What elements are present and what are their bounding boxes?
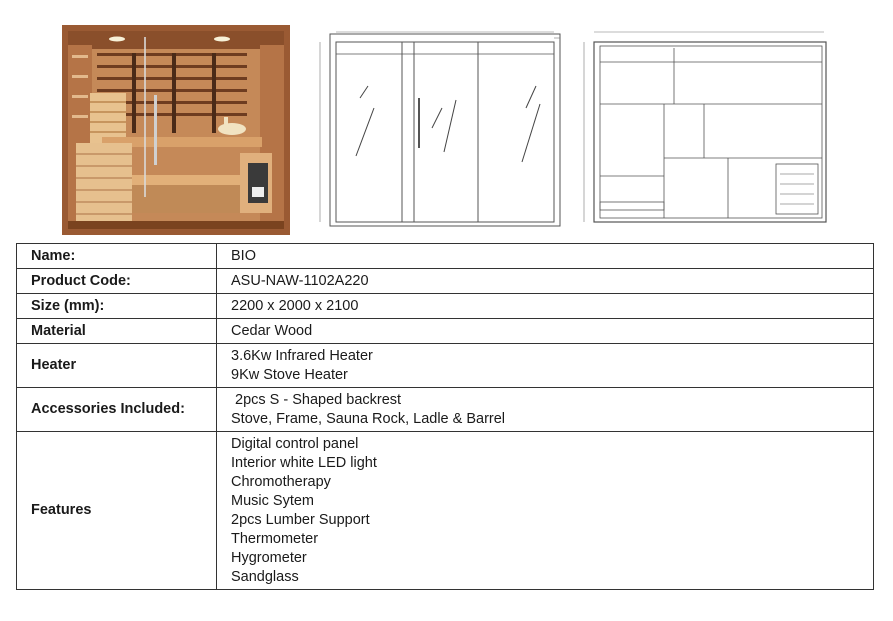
features-label: Features (17, 432, 217, 590)
front-elevation-drawing (316, 28, 566, 230)
product-code-label: Product Code: (17, 269, 217, 294)
product-images (0, 0, 893, 240)
material-label: Material (17, 319, 217, 344)
accessories-label: Accessories Included: (17, 388, 217, 432)
feature-line: Sandglass (231, 568, 299, 585)
feature-line: Music Sytem (231, 492, 314, 509)
table-row (17, 388, 874, 432)
feature-line: Hygrometer (231, 549, 307, 566)
heater-label: Heater (17, 344, 217, 388)
product-code-value: ASU-NAW-1102A220 (217, 269, 874, 294)
feature-line: Digital control panel (231, 435, 359, 452)
feature-line: Thermometer (231, 530, 319, 547)
name-label: Name: (17, 244, 217, 269)
spec-table (16, 243, 874, 590)
accessories-value (217, 388, 874, 432)
heater-line: 3.6Kw Infrared Heater (231, 347, 373, 364)
heater-line: 9Kw Stove Heater (231, 366, 348, 383)
table-row (17, 344, 874, 388)
table-row (17, 244, 874, 269)
features-value (217, 432, 874, 590)
sauna-photo (62, 25, 290, 235)
name-value: BIO (217, 244, 874, 269)
feature-line: 2pcs Lumber Support (231, 511, 370, 528)
size-label: Size (mm): (17, 294, 217, 319)
size-value: 2200 x 2000 x 2100 (217, 294, 874, 319)
heater-value (217, 344, 874, 388)
floor-plan-drawing (580, 28, 832, 228)
table-row (17, 294, 874, 319)
table-row (17, 432, 874, 590)
table-row (17, 319, 874, 344)
accessories-line: 2pcs S - Shaped backrest (231, 391, 402, 408)
table-row (17, 269, 874, 294)
accessories-line: Stove, Frame, Sauna Rock, Ladle & Barrel (231, 410, 506, 427)
feature-line: Chromotherapy (231, 473, 331, 490)
feature-line: Interior white LED light (231, 454, 377, 471)
material-value: Cedar Wood (217, 319, 874, 344)
